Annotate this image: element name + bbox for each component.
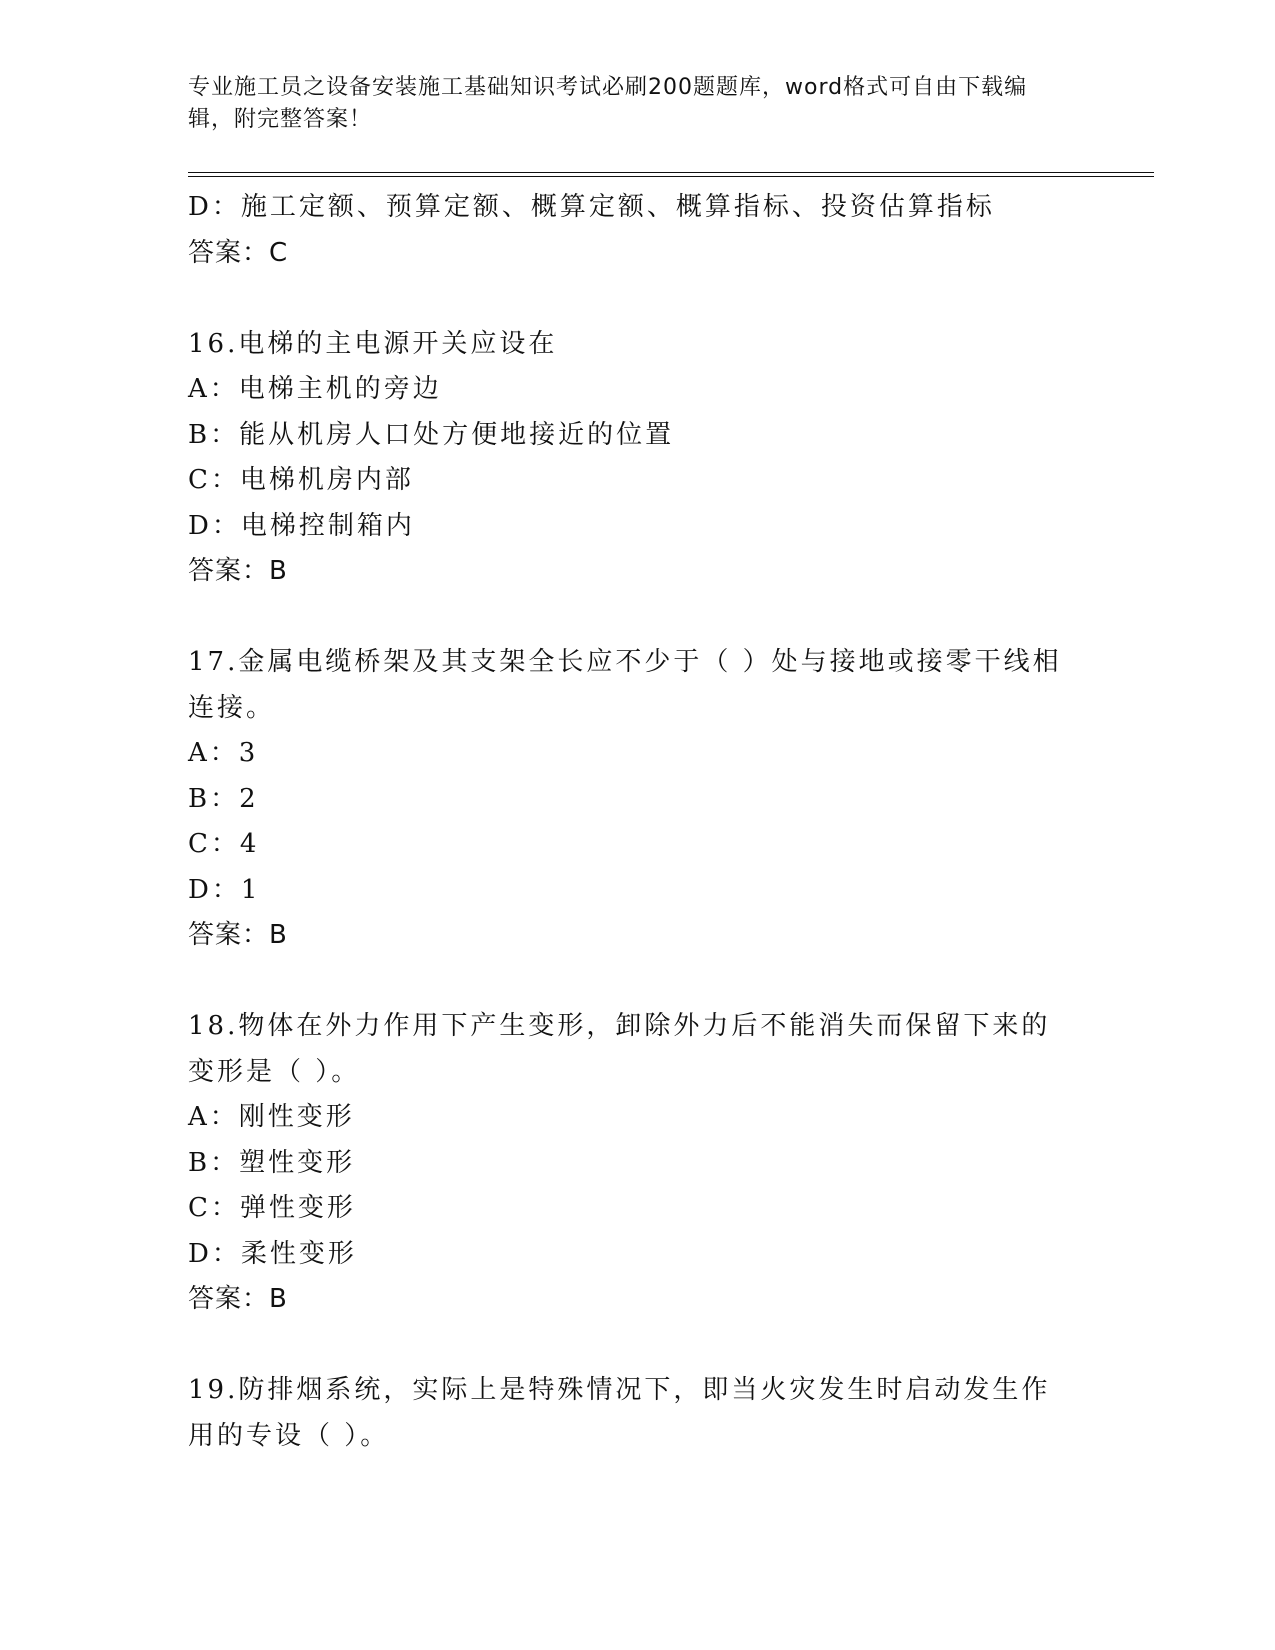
answer: 答案：B <box>188 1284 288 1314</box>
answer: 答案：C <box>188 237 289 268</box>
option-c: C：电梯机房内部 <box>188 465 414 495</box>
option-a: A：3 <box>188 738 259 768</box>
question-list <box>188 185 1088 1459</box>
option-d: D：1 <box>188 874 261 905</box>
question-19 <box>188 1368 1088 1459</box>
question-text: 18.物体在外力作用下产生变形，卸除外力后不能消失而保留下来的变形是（ ）。 <box>188 1011 1051 1087</box>
option-b: B：能从机房人口处方便地接近的位置 <box>188 419 675 450</box>
question-text: 16.电梯的主电源开关应设在 <box>188 328 558 359</box>
answer: 答案：B <box>188 920 288 950</box>
option-c: C：4 <box>188 829 260 859</box>
option-b: B：塑性变形 <box>188 1147 356 1178</box>
option-b: B：2 <box>188 783 259 814</box>
question-18 <box>188 1004 1088 1323</box>
header-rule-bottom <box>188 176 1154 177</box>
option-a: A：刚性变形 <box>188 1102 355 1132</box>
question-text: 19.防排烟系统，实际上是特殊情况下，即当火灾发生时启动发生作用的专设（ ）。 <box>188 1375 1051 1451</box>
option-d: D：施工定额、预算定额、概算定额、概算指标、投资估算指标 <box>188 192 995 222</box>
question-16 <box>188 322 1088 595</box>
question-17 <box>188 640 1088 959</box>
answer: 答案：B <box>188 556 288 586</box>
header-rule-top <box>188 172 1154 173</box>
option-d: D：电梯控制箱内 <box>188 510 415 541</box>
option-a: A：电梯主机的旁边 <box>188 374 442 404</box>
document-header: 专业施工员之设备安装施工基础知识考试必刷200题题库，word格式可自由下载编辑，附完整答案！ <box>188 75 1028 132</box>
option-c: C：弹性变形 <box>188 1193 356 1223</box>
option-d: D：柔性变形 <box>188 1238 357 1269</box>
question-text: 17.金属电缆桥架及其支架全长应不少于（ ）处与接地或接零干线相连接。 <box>188 647 1062 723</box>
